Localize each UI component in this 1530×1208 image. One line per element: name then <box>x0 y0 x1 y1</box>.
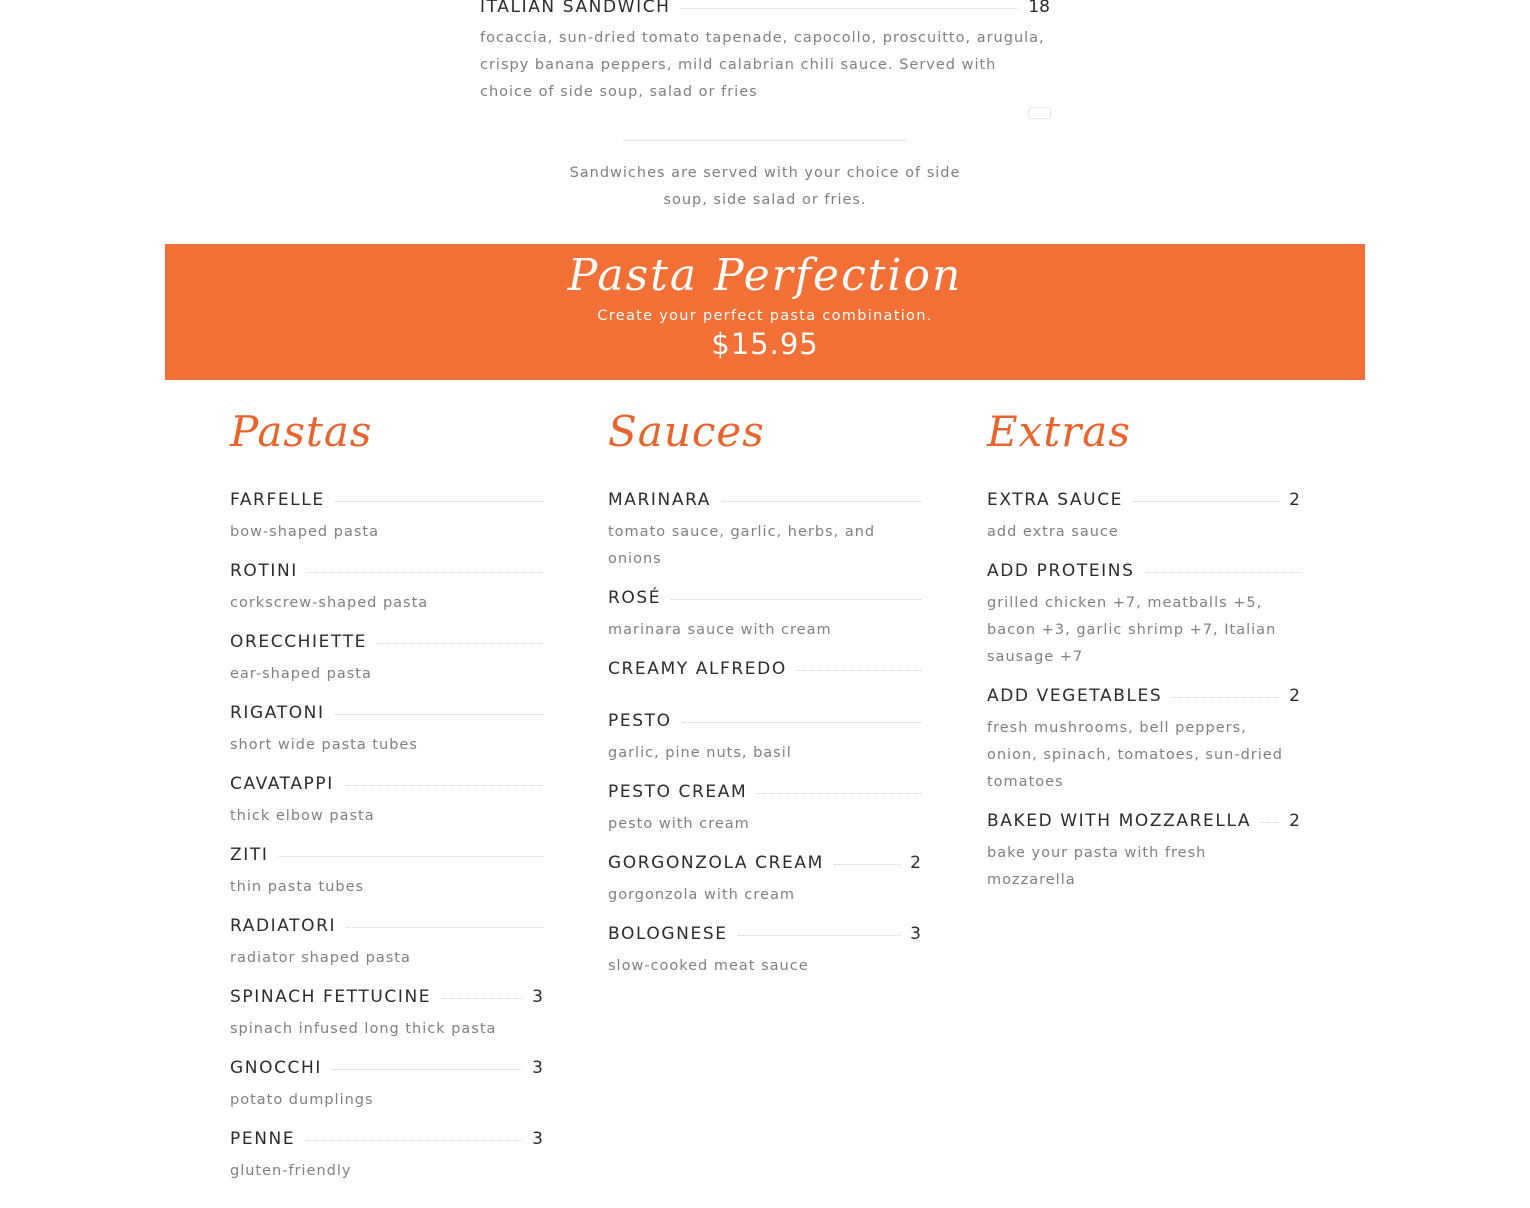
item-description: short wide pasta tubes <box>230 737 418 753</box>
menu-item <box>230 490 543 546</box>
dotted-leader <box>377 643 543 644</box>
item-row <box>230 561 543 581</box>
item-description: focaccia, sun-dried tomato tapenade, capocollo, proscuitto, arugula, crispy banana peppers, mild calabrian chili sauce. Served with choice of side soup, salad or fries <box>480 30 1045 100</box>
item-price: 2 <box>1289 686 1300 706</box>
menu-item <box>230 987 543 1043</box>
item-price: 2 <box>1289 811 1300 831</box>
dotted-leader <box>1172 697 1279 698</box>
dotted-leader <box>1261 822 1279 823</box>
menu-item <box>987 490 1300 546</box>
column-pastas <box>230 402 543 1200</box>
item-name: FARFELLE <box>230 490 325 510</box>
item-row <box>608 711 921 731</box>
item-name: ITALIAN SANDWICH <box>480 0 671 17</box>
item-row <box>230 916 543 936</box>
dotted-leader <box>738 935 901 936</box>
dotted-leader <box>681 8 1019 9</box>
item-description: potato dumplings <box>230 1092 374 1108</box>
menu-item <box>608 853 921 909</box>
dotted-leader <box>757 793 921 794</box>
item-name: GORGONZOLA CREAM <box>608 853 824 873</box>
item-row <box>608 588 921 608</box>
item-price: 2 <box>910 853 921 873</box>
item-description: ear-shaped pasta <box>230 666 372 682</box>
column-extras <box>987 402 1300 909</box>
item-description: spinach infused long thick pasta <box>230 1021 497 1037</box>
menu-item <box>230 1129 543 1185</box>
item-name: RIGATONI <box>230 703 325 723</box>
item-name: EXTRA SAUCE <box>987 490 1124 510</box>
item-row <box>608 924 921 944</box>
column-items <box>230 490 543 1185</box>
item-description: gluten-friendly <box>230 1163 352 1179</box>
item-row <box>230 845 543 865</box>
item-name: ADD VEGETABLES <box>987 686 1163 706</box>
item-row <box>230 1058 543 1078</box>
item-name: ROTINI <box>230 561 298 581</box>
item-description: gorgonzola with cream <box>608 887 795 903</box>
menu-item <box>230 561 543 617</box>
item-description: grilled chicken +7, meatballs +5, bacon +3, garlic shrimp +7, Italian sausage +7 <box>987 595 1277 665</box>
dotted-leader <box>308 572 543 573</box>
item-row <box>230 1129 543 1149</box>
dotted-leader <box>721 501 921 502</box>
item-row <box>230 632 543 652</box>
banner-title: Pasta Perfection <box>567 250 963 301</box>
item-description: garlic, pine nuts, basil <box>608 745 792 761</box>
dotted-leader <box>671 599 921 600</box>
menu-item <box>230 774 543 830</box>
column-items <box>987 490 1300 894</box>
pasta-perfection-banner <box>165 244 1365 380</box>
dotted-leader <box>335 501 543 502</box>
menu-item <box>987 811 1300 894</box>
column-title: Extras <box>987 407 1131 456</box>
column-sauces <box>608 402 921 995</box>
dotted-leader <box>1133 501 1279 502</box>
item-row <box>230 490 543 510</box>
dotted-leader <box>346 927 543 928</box>
item-description: bake your pasta with fresh mozzarella <box>987 845 1207 888</box>
column-title: Pastas <box>230 407 373 456</box>
menu-item <box>608 490 921 573</box>
item-price: 3 <box>532 1129 543 1149</box>
menu-item <box>230 632 543 688</box>
item-price: 3 <box>910 924 921 944</box>
item-description: fresh mushrooms, bell peppers, onion, spinach, tomatoes, sun-dried tomatoes <box>987 720 1283 790</box>
item-description: pesto with cream <box>608 816 750 832</box>
dotted-leader <box>305 1140 522 1141</box>
menu-item <box>987 686 1300 796</box>
item-description: add extra sauce <box>987 524 1119 540</box>
item-description: slow-cooked meat sauce <box>608 958 809 974</box>
item-row <box>230 703 543 723</box>
item-description: marinara sauce with cream <box>608 622 832 638</box>
item-price: 3 <box>532 1058 543 1078</box>
item-description: thin pasta tubes <box>230 879 365 895</box>
dotted-leader <box>332 1069 522 1070</box>
item-name: BAKED WITH MOZZARELLA <box>987 811 1252 831</box>
item-name: GNOCCHI <box>230 1058 323 1078</box>
item-name: SPINACH FETTUCINE <box>230 987 432 1007</box>
menu-item <box>608 588 921 644</box>
item-name: BOLOGNESE <box>608 924 728 944</box>
item-name: CREAMY ALFREDO <box>608 659 787 679</box>
item-row <box>608 782 921 802</box>
item-row <box>230 987 543 1007</box>
menu-item <box>230 1058 543 1114</box>
item-description: radiator shaped pasta <box>230 950 411 966</box>
item-name: MARINARA <box>608 490 712 510</box>
item-name: CAVATAPPI <box>230 774 334 794</box>
item-row <box>608 659 921 679</box>
item-name: PENNE <box>230 1129 296 1149</box>
item-name: PESTO CREAM <box>608 782 748 802</box>
item-name: PESTO <box>608 711 672 731</box>
menu-item <box>230 845 543 901</box>
dotted-leader <box>335 714 543 715</box>
banner-subtitle: Create your perfect pasta combination. <box>597 308 933 324</box>
scroll-indicator[interactable] <box>1028 107 1051 119</box>
menu-item <box>608 924 921 980</box>
menu-item <box>608 711 921 767</box>
column-items <box>608 490 921 980</box>
menu-item <box>608 659 921 679</box>
menu-item <box>987 561 1300 671</box>
item-description: tomato sauce, garlic, herbs, and onions <box>608 524 876 567</box>
item-price: 2 <box>1289 490 1300 510</box>
dotted-leader <box>1145 572 1300 573</box>
item-description: thick elbow pasta <box>230 808 375 824</box>
item-row <box>987 490 1300 510</box>
section-divider <box>623 140 907 141</box>
sandwich-note: Sandwiches are served with your choice of side soup, side salad or fries. <box>569 165 961 208</box>
menu-item <box>608 782 921 838</box>
item-description: bow-shaped pasta <box>230 524 379 540</box>
item-row <box>987 811 1300 831</box>
item-price: 3 <box>532 987 543 1007</box>
dotted-leader <box>834 864 900 865</box>
item-row <box>608 490 921 510</box>
dotted-leader <box>797 670 921 671</box>
dotted-leader <box>441 998 522 999</box>
dotted-leader <box>278 856 543 857</box>
item-row <box>987 561 1300 581</box>
dotted-leader <box>344 785 543 786</box>
item-row <box>480 0 1050 17</box>
item-row <box>230 774 543 794</box>
item-name: ADD PROTEINS <box>987 561 1135 581</box>
item-price: 18 <box>1028 0 1050 17</box>
item-row <box>608 853 921 873</box>
column-title: Sauces <box>608 407 765 456</box>
item-name: ORECCHIETTE <box>230 632 368 652</box>
item-description: corkscrew-shaped pasta <box>230 595 429 611</box>
dotted-leader <box>682 722 921 723</box>
menu-item <box>230 916 543 972</box>
menu-item <box>230 703 543 759</box>
item-row <box>987 686 1300 706</box>
banner-price: $15.95 <box>711 327 819 361</box>
item-name: ROSÉ <box>608 588 662 608</box>
item-name: RADIATORI <box>230 916 337 936</box>
item-name: ZITI <box>230 845 269 865</box>
